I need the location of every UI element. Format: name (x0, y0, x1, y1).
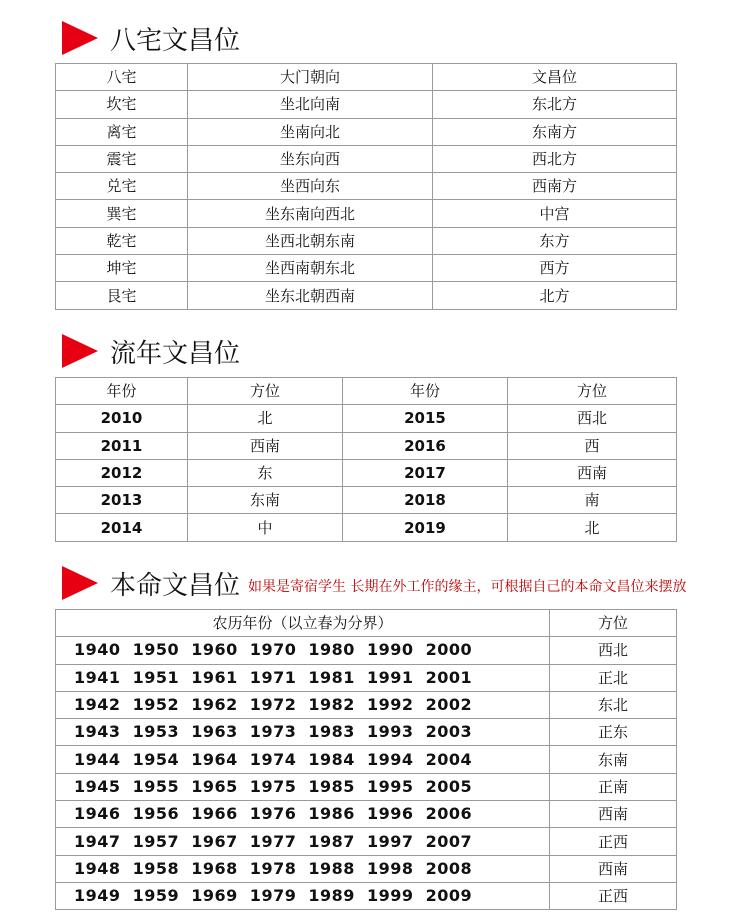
section-title: 八宅文昌位 (110, 25, 241, 56)
table-row (56, 227, 677, 254)
table-row (56, 719, 677, 746)
table-row (56, 282, 677, 309)
table-cell: 2012 (56, 459, 188, 486)
table-cell: 乾宅 (56, 227, 188, 254)
benming-table (55, 609, 677, 910)
table-cell: 东南 (188, 487, 343, 514)
table-cell: 西方 (433, 255, 677, 282)
red-triangle-icon (62, 566, 98, 600)
table-cell: 1946 1956 1966 1976 1986 1996 2006 (56, 801, 550, 828)
bazhai-table (55, 63, 677, 310)
table-cell: 巽宅 (56, 200, 188, 227)
table-cell: 坐东南向西北 (188, 200, 433, 227)
table-row (56, 145, 677, 172)
table-cell: 西南 (188, 432, 343, 459)
table-row (56, 459, 677, 486)
table-cell: 1941 1951 1961 1971 1981 1991 2001 (56, 664, 550, 691)
table-row (56, 200, 677, 227)
table-cell: 中宫 (433, 200, 677, 227)
header-cell: 大门朝向 (188, 64, 433, 91)
table-cell: 2016 (343, 432, 508, 459)
table-row (56, 255, 677, 282)
table-row (56, 514, 677, 541)
table-cell: 震宅 (56, 145, 188, 172)
table-row (56, 91, 677, 118)
header-cell: 文昌位 (433, 64, 677, 91)
table-cell: 1940 1950 1960 1970 1980 1990 2000 (56, 637, 550, 664)
table-cell: 北 (188, 405, 343, 432)
section-header-benming (62, 563, 686, 603)
table-cell: 坐东向西 (188, 145, 433, 172)
liunian-table (55, 377, 677, 542)
header-cell: 方位 (508, 378, 677, 405)
table-cell: 坐西北朝东南 (188, 227, 433, 254)
table-header-row (56, 64, 677, 91)
table-row (56, 773, 677, 800)
table-row (56, 801, 677, 828)
table-cell: 北 (508, 514, 677, 541)
table-cell: 2019 (343, 514, 508, 541)
table-cell: 2018 (343, 487, 508, 514)
table-cell: 坐西向东 (188, 173, 433, 200)
table-cell: 坐北向南 (188, 91, 433, 118)
table-cell: 2015 (343, 405, 508, 432)
table-cell: 1943 1953 1963 1973 1983 1993 2003 (56, 719, 550, 746)
table-cell: 西北方 (433, 145, 677, 172)
table-cell: 2017 (343, 459, 508, 486)
table-cell: 兑宅 (56, 173, 188, 200)
section-title: 流年文昌位 (110, 338, 241, 369)
table-row (56, 828, 677, 855)
header-cell: 方位 (550, 610, 677, 637)
table-cell: 2011 (56, 432, 188, 459)
table-cell: 1944 1954 1964 1974 1984 1994 2004 (56, 746, 550, 773)
table-cell: 坐东北朝西南 (188, 282, 433, 309)
table-cell: 东北 (550, 691, 677, 718)
section-title: 本命文昌位 (110, 570, 241, 601)
section-header-liunian (62, 331, 240, 371)
table-cell: 1949 1959 1969 1979 1989 1999 2009 (56, 882, 550, 909)
table-cell: 1945 1955 1965 1975 1985 1995 2005 (56, 773, 550, 800)
table-cell: 正东 (550, 719, 677, 746)
table-row (56, 664, 677, 691)
table-cell: 坐西南朝东北 (188, 255, 433, 282)
table-cell: 中 (188, 514, 343, 541)
table-row (56, 432, 677, 459)
table-row (56, 637, 677, 664)
table-cell: 正西 (550, 828, 677, 855)
table-cell: 正西 (550, 882, 677, 909)
table-cell: 坐南向北 (188, 118, 433, 145)
table-cell: 2010 (56, 405, 188, 432)
table-cell: 1948 1958 1968 1978 1988 1998 2008 (56, 855, 550, 882)
table-row (56, 746, 677, 773)
table-cell: 1947 1957 1967 1977 1987 1997 2007 (56, 828, 550, 855)
table-cell: 西南 (550, 801, 677, 828)
table-cell: 西南 (550, 855, 677, 882)
header-cell: 方位 (188, 378, 343, 405)
table-cell: 2014 (56, 514, 188, 541)
table-cell: 西南 (508, 459, 677, 486)
table-cell: 坤宅 (56, 255, 188, 282)
table-row (56, 487, 677, 514)
red-triangle-icon (62, 334, 98, 368)
header-cell: 年份 (343, 378, 508, 405)
table-cell: 东方 (433, 227, 677, 254)
table-row (56, 173, 677, 200)
header-cell: 农历年份（以立春为分界） (56, 610, 550, 637)
table-row (56, 405, 677, 432)
table-cell: 东 (188, 459, 343, 486)
table-row (56, 882, 677, 909)
table-cell: 西 (508, 432, 677, 459)
table-cell: 2013 (56, 487, 188, 514)
table-cell: 北方 (433, 282, 677, 309)
table-row (56, 855, 677, 882)
header-cell: 八宅 (56, 64, 188, 91)
table-cell: 西北 (508, 405, 677, 432)
table-cell: 东北方 (433, 91, 677, 118)
table-row (56, 691, 677, 718)
table-cell: 坎宅 (56, 91, 188, 118)
red-triangle-icon (62, 21, 98, 55)
table-cell: 离宅 (56, 118, 188, 145)
section-header-bazhai (62, 18, 240, 58)
table-cell: 正北 (550, 664, 677, 691)
table-cell: 艮宅 (56, 282, 188, 309)
table-row (56, 118, 677, 145)
table-cell: 西南方 (433, 173, 677, 200)
table-cell: 西北 (550, 637, 677, 664)
header-cell: 年份 (56, 378, 188, 405)
table-cell: 南 (508, 487, 677, 514)
section-note: 如果是寄宿学生 长期在外工作的缘主，可根据自己的本命文昌位来摆放 (248, 579, 687, 595)
table-cell: 东南方 (433, 118, 677, 145)
table-header-row (56, 610, 677, 637)
table-cell: 东南 (550, 746, 677, 773)
table-cell: 1942 1952 1962 1972 1982 1992 2002 (56, 691, 550, 718)
table-header-row (56, 378, 677, 405)
table-cell: 正南 (550, 773, 677, 800)
